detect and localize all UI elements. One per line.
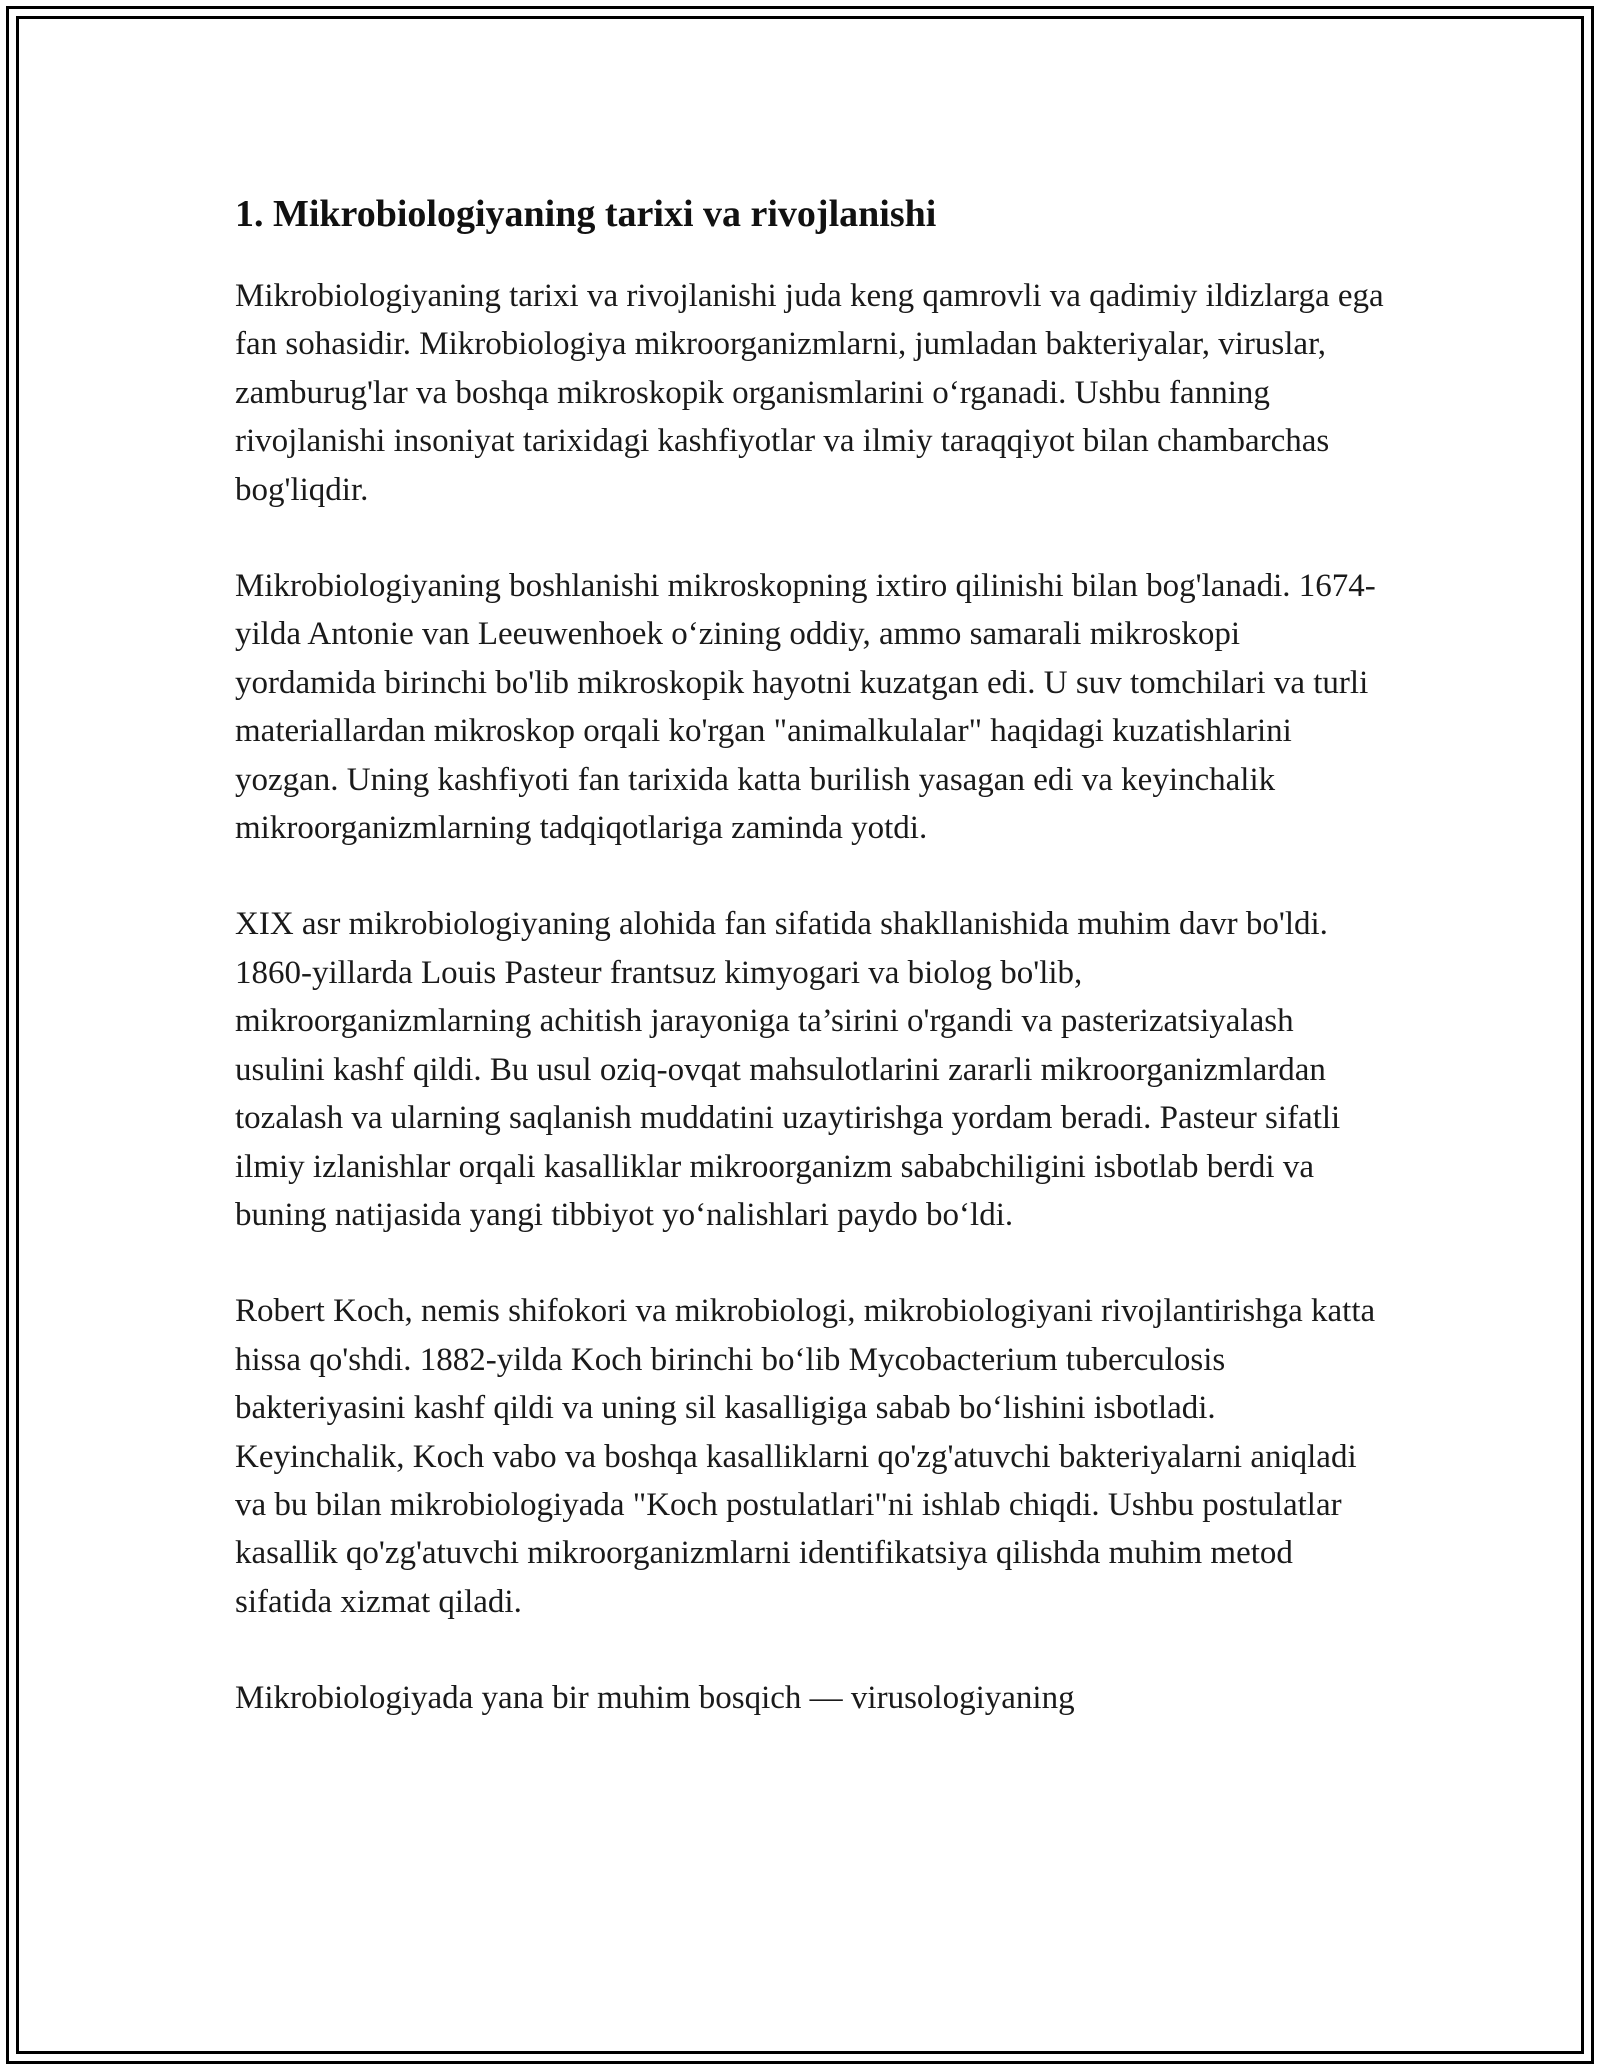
section-heading: 1. Mikrobiologiyaning tarixi va rivojlanishi [235, 193, 937, 235]
paragraph-koch: Robert Koch, nemis shifokori va mikrobiologi, mikrobiologiyani rivojlantirishga katta hissa qo'shdi. 1882-yilda Koch birinchi bo‘lib Mycobacterium tuberculosis bakteriyasini kashf qildi va uning sil kasalligiga sabab bo‘lishini isbotladi. Keyinchalik, Koch vabo va boshqa kasalliklarni qo'zg'atuvchi bakteriyalarni aniqladi va bu bilan mikrobiologiyada "Koch postulatlari"ni ishlab chiqdi. Ushbu postulatlar kasallik qo'zg'atuvchi mikroorganizmlarni identifikatsiya qilishda muhim metod sifatida xizmat qiladi. [235, 1293, 1376, 1620]
document-body [235, 186, 1385, 1723]
paragraph-virology: Mikrobiologiyada yana bir muhim bosqich — virusologiyaning [235, 1680, 1075, 1717]
paragraph-leeuwenhoek: Mikrobiologiyaning boshlanishi mikroskopning ixtiro qilinishi bilan bog'lanadi. 1674-yilda Antonie van Leeuwenhoek o‘zining oddiy, ammo samarali mikroskopi yordamida birinchi bo'lib mikroskopik hayotni kuzatgan edi. U suv tomchilari va turli materiallardan mikroskop orqali ko'rgan "animalkulalar" haqidagi kuzatishlarini yozgan. Uning kashfiyoti fan tarixida katta burilish yasagan edi va keyinchalik mikroorganizmlarning tadqiqotlariga zaminda yotdi. [235, 568, 1376, 847]
paragraph-pasteur: XIX asr mikrobiologiyaning alohida fan sifatida shakllanishida muhim davr bo'ldi. 1860-yillarda Louis Pasteur frantsuz kimyogari va biolog bo'lib, mikroorganizmlarning achitish jarayoniga ta’sirini o'rgandi va pasterizatsiyalash usulini kashf qildi. Bu usul oziq-ovqat mahsulotlarini zararli mikroorganizmlardan tozalash va ularning saqlanish muddatini uzaytirishga yordam beradi. Pasteur sifatli ilmiy izlanishlar orqali kasalliklar mikroorganizm sababchiligini isbotlab berdi va buning natijasida yangi tibbiyot yo‘nalishlari paydo bo‘ldi. [235, 906, 1341, 1233]
paragraph-intro: Mikrobiologiyaning tarixi va rivojlanishi juda keng qamrovli va qadimiy ildizlarga ega fan sohasidir. Mikrobiologiya mikroorganizmlarni, jumladan bakteriyalar, viruslar, zamburug'lar va boshqa mikroskopik organismlarini o‘rganadi. Ushbu fanning rivojlanishi insoniyat tarixidagi kashfiyotlar va ilmiy taraqqiyot bilan chambarchas bog'liqdir. [235, 278, 1384, 508]
